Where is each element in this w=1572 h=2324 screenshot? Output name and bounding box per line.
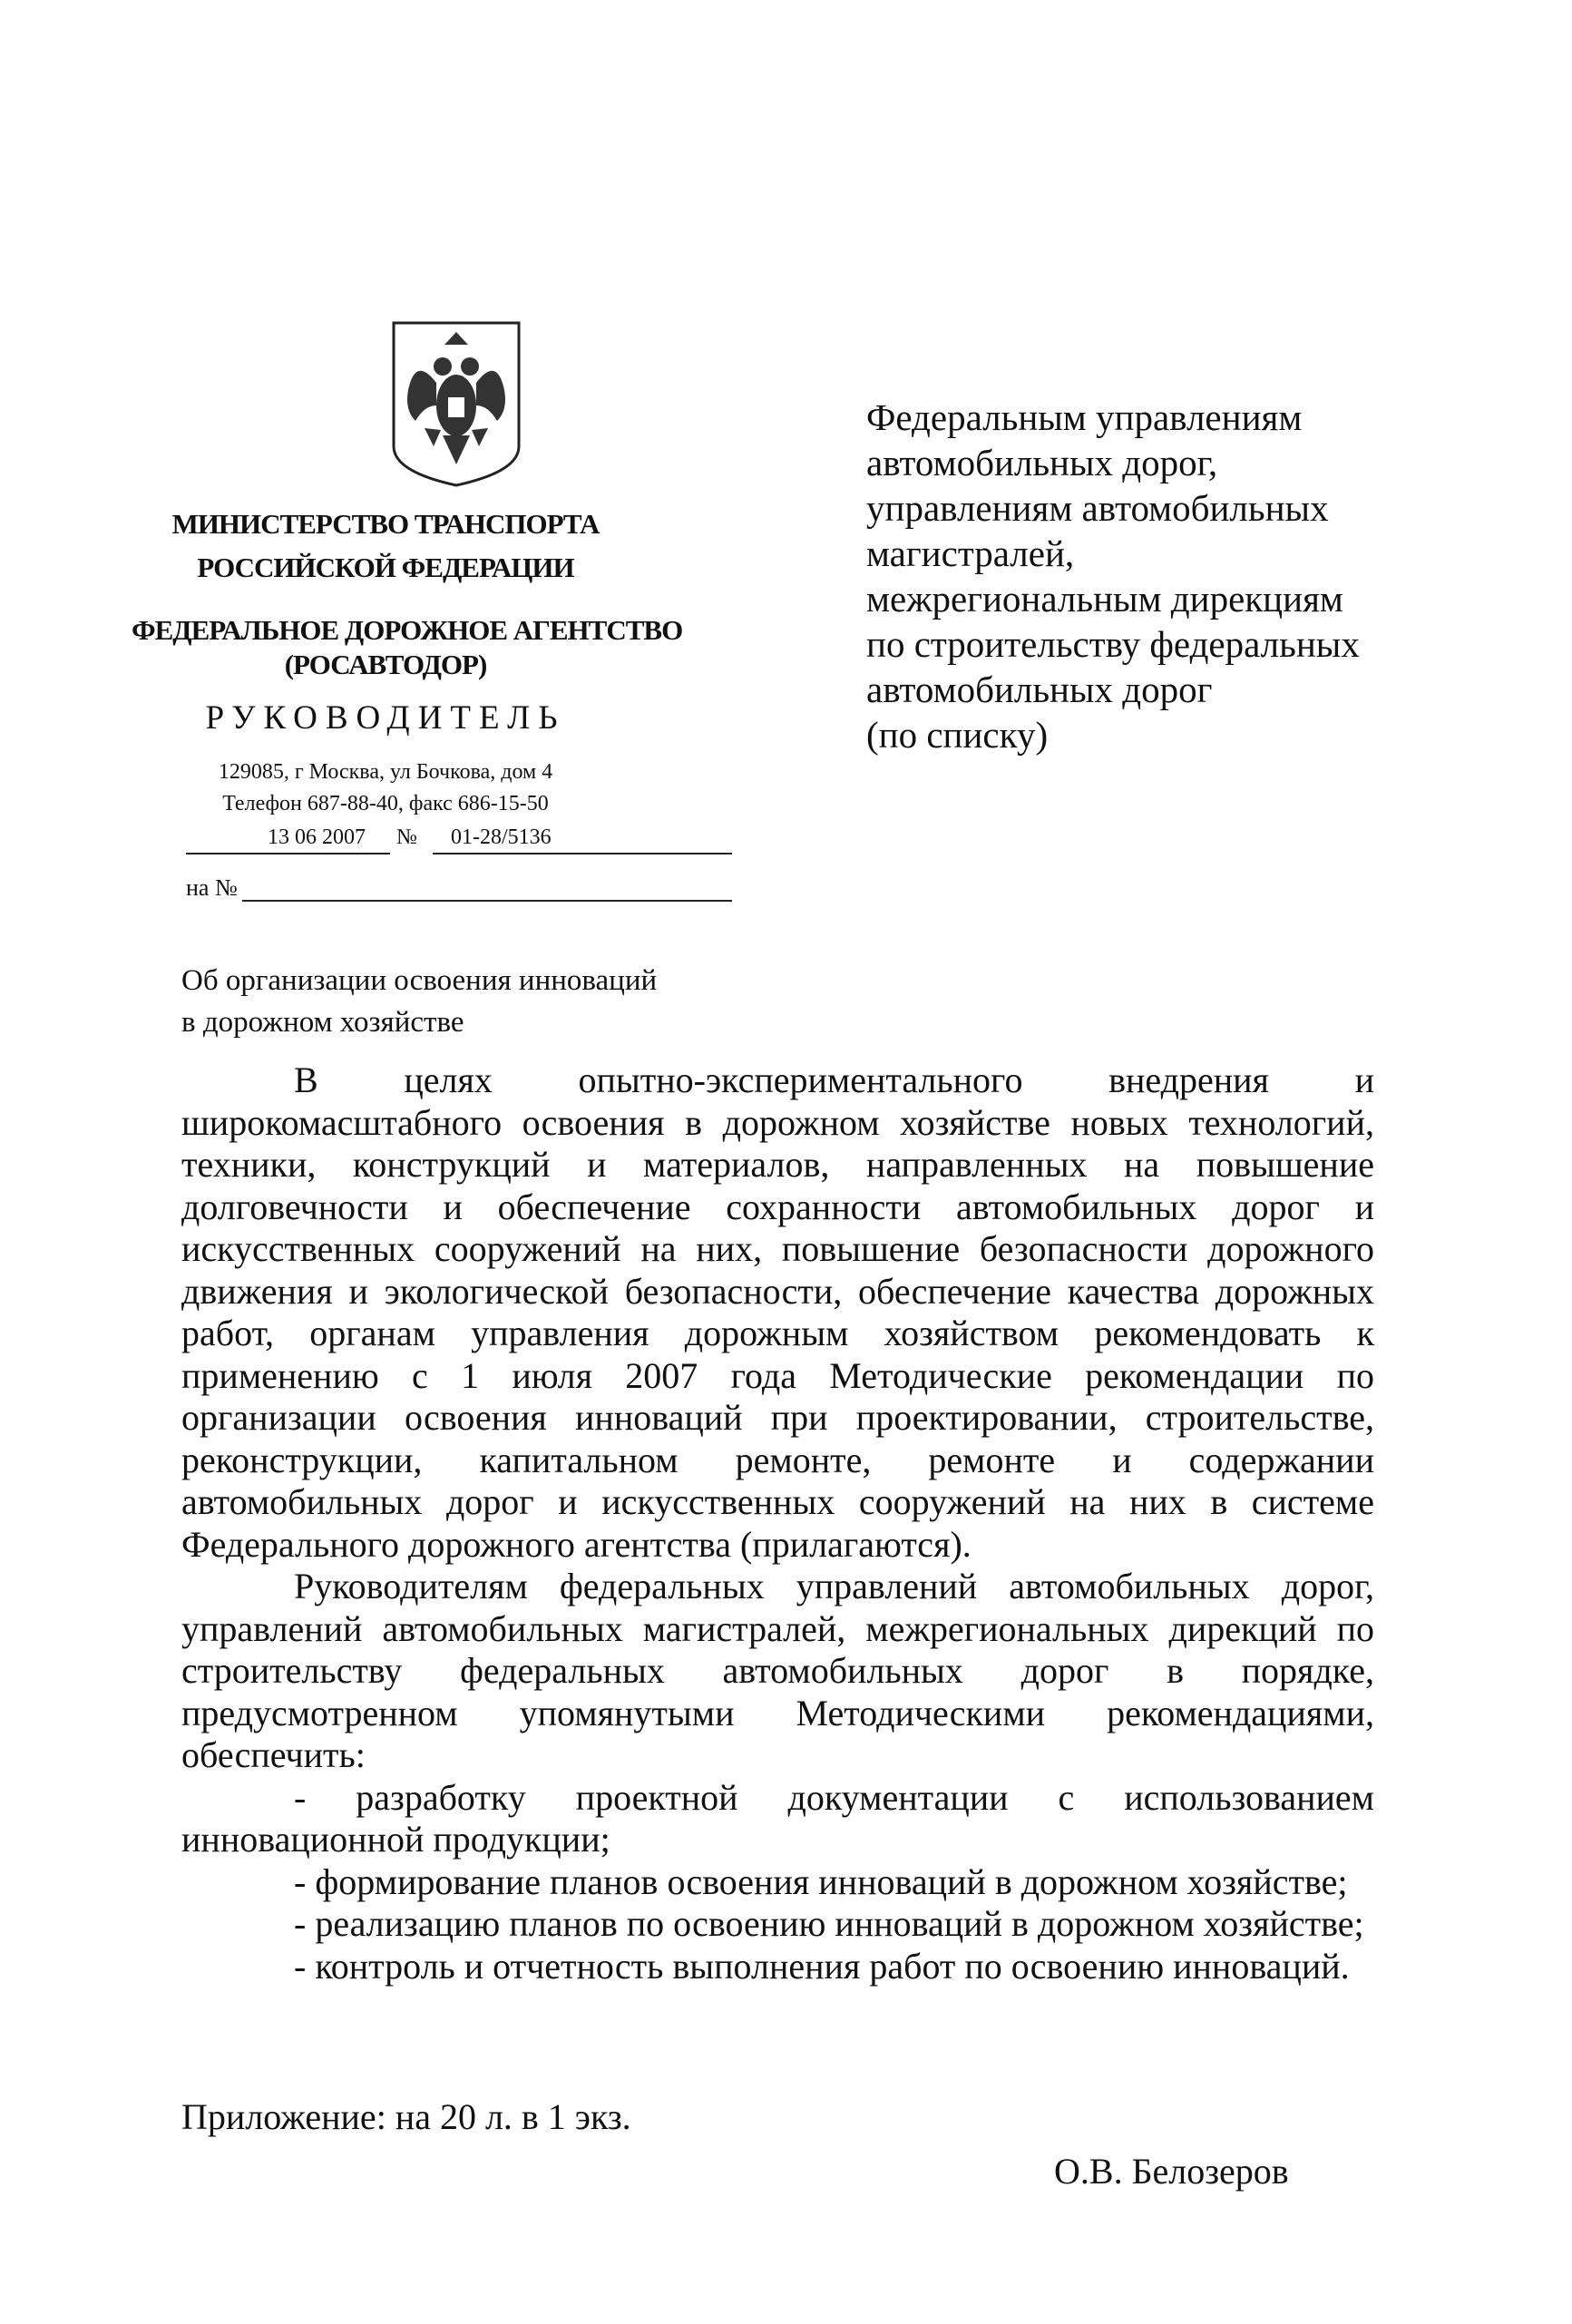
agency-name-line1: ФЕДЕРАЛЬНОЕ ДОРОЖНОЕ АГЕНТСТВО — [132, 614, 683, 646]
address: 129085, г Москва, ул Бочкова, дом 4 — [218, 760, 553, 784]
addressee-line: автомобильных дорог, — [866, 442, 1218, 483]
body-paragraph-2: Руководителям федеральных управлений автомобильных дорог, управлений автомобильных магистралей, межрегиональных дирекций по строительству федеральных автомобильных дорог в порядке, предусмотренном упомянутыми Методическими рекомендациями, обеспечить: — [181, 1566, 1374, 1775]
addressee-line: (по списку) — [866, 714, 1049, 756]
list-item: - контроль и отчетность выполнения работ по освоению инноваций. — [294, 1945, 1350, 1987]
list-item: - разработку проектной документации с использованием инновационной продукции; — [181, 1776, 1374, 1860]
position-title: РУКОВОДИТЕЛЬ — [205, 699, 566, 737]
ministry-name-line1: МИНИСТЕРСТВО ТРАНСПОРТА — [171, 508, 600, 540]
list-item: - формирование планов освоения инноваций в дорожном хозяйстве; — [294, 1860, 1348, 1902]
reference-label: на № — [186, 874, 238, 901]
reference-row — [186, 873, 739, 905]
annex-note: Приложение: на 20 л. в 1 экз. — [181, 2096, 631, 2137]
agency-name-line2: (РОСАВТОДОР) — [284, 649, 487, 680]
addressee-line: магистралей, — [866, 532, 1075, 574]
addressee-line: по строительству федеральных — [866, 623, 1360, 665]
addressee-line: межрегиональным дирекциям — [866, 578, 1343, 620]
signer-name: О.В. Белозеров — [1054, 2151, 1289, 2192]
ministry-name-line2: РОССИЙСКОЙ ФЕДЕРАЦИИ — [197, 552, 574, 583]
phone-fax: Телефон 687-88-40, факс 686-15-50 — [222, 792, 549, 815]
subject-line: в дорожном хозяйстве — [181, 1006, 464, 1039]
registration-row — [186, 825, 739, 858]
letter-subject — [181, 960, 816, 1043]
registration-date: 13 06 2007 — [268, 825, 366, 849]
subject-line: Об организации освоения инноваций — [181, 964, 658, 997]
addressee-block — [866, 395, 1519, 757]
list-item: - реализацию планов по освоению инноваций в дорожном хозяйстве; — [294, 1903, 1364, 1944]
number-sign: № — [396, 825, 417, 849]
letter-body — [181, 1059, 1374, 1987]
registration-number: 01-28/5136 — [451, 825, 552, 849]
addressee-line: автомобильных дорог — [866, 669, 1213, 710]
addressee-line: Федеральным управлениям — [866, 396, 1303, 438]
coat-of-arms-icon — [388, 319, 524, 487]
addressee-line: управлениям автомобильных — [866, 487, 1329, 529]
body-paragraph-1: В целях опытно-экспериментального внедрения и широкомасштабного освоения в дорожном хозяйстве новых технологий, техники, конструкций и материалов, направленных на повышение долговечности и обеспечение сохранности автомобильных дорог и искусственных сооружений на них, повышение безопасности дорожного движения и экологической безопасности, обеспечение качества дорожных работ, органам управления дорожным хозяйством рекомендовать к применению с 1 июля 2007 года Методические рекомендации по организации освоения инноваций при проектировании, строительстве, реконструкции, капитальном ремонте, ремонте и содержании автомобильных дорог и искусственных сооружений на них в системе Федерального дорожного агентства (прилагаются). — [181, 1059, 1374, 1565]
